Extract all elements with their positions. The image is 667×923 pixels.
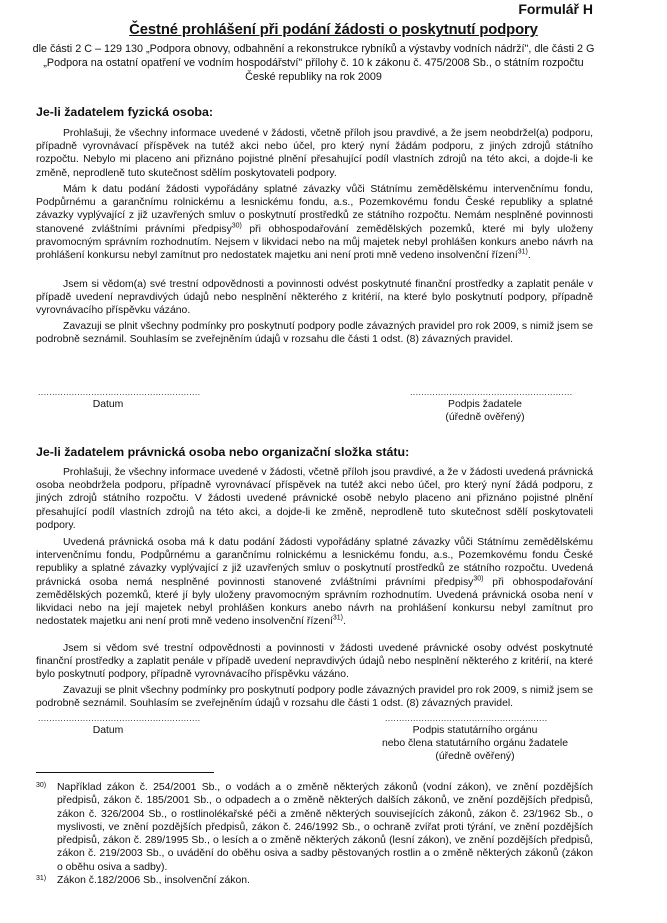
- section1-paragraph-1: Prohlašuji, že všechny informace uvedené v žádosti, včetně příloh jsou pravdivé, a že jsem neobdržel(a) podporu, případně vyrovnávací příspěvek na tutéž akci nebo účel, pro který nyní žádám podporu, z jiných zdrojů státního rozpočtu. Nebylo mi placeno ani přiznáno pojistné plnění přesahující podíl vlastních zdrojů na této akci, a dojde-li ke změně, neprodleně tuto skutečnost sdělím poskytovateli podpory.: [36, 128, 593, 179]
- section1-date-line: ..........................................................: [38, 387, 201, 397]
- section1-date-label: Datum: [92, 399, 124, 410]
- section2-p2-text-b: při obhospodařování zemědělských pozemků, které jí byly uloženy pravomocným správním rozhodnutím. Uvedená právnická osoba není v likvidaci nebo na její majetek nebyl prohlášen konkurs anebo návrh na prohlášení konkursu nebyl zamítnut pro nedostatek majetku ani není proti mně vedeno insolvenční řízení: [36, 576, 593, 628]
- section2-date-line: ..........................................................: [38, 713, 201, 723]
- footnote-ref-30: 30): [231, 222, 242, 230]
- section2-signature-line: ..........................................................: [385, 713, 548, 723]
- footnote-text: Zákon č.182/2006 Sb., insolvenční zákon.: [57, 875, 250, 886]
- section1-paragraph-4: Zavazuji se plnit všechny podmínky pro poskytnutí podpory podle závazných pravidel pro rok 2009, s nimiž jsem se podrobně seznámil. Souhlasím se zveřejněním údajů v rozsahu dle části 1 odst. (8) závazných pravidel.: [36, 321, 593, 346]
- section1-heading: Je-li žadatelem fyzická osoba:: [36, 105, 213, 119]
- section1-paragraph-3: Jsem si vědom(a) své trestní odpovědnosti a povinnosti odvést poskytnuté finanční prostředky a zaplatit penále v případě uvedení nepravdivých údajů nebo nesplnění některého z kritérií, na které bylo poskytnutí podpory, případně vyrovnávacího příspěvku vázáno.: [36, 279, 593, 317]
- section2-signature-label-2: nebo člena statutárního orgánu žadatele: [381, 738, 569, 749]
- form-label: Formulář H: [518, 1, 593, 17]
- footnote-text: Například zákon č. 254/2001 Sb., o vodách a o změně některých zákonů (vodní zákon), ve znění pozdějších předpisů, zákon č. 185/2001 Sb., o odpadech a o změně některých dalších zákonů, ve znění pozdějších předpisů, zákon č. 326/2004 Sb., o rostlinolékařské péči a změně některých souvisejících zákonů, zákon č. 23/1962 Sb., o myslivosti, ve znění pozdějších předpisů, zákon č. 246/1992 Sb., o ochraně zvířat proti týrání, ve znění pozdějších předpisů, zákon č. 289/1995 Sb., o lesích a o změně některých zákonů (lesní zákon), ve znění pozdějších předpisů, zákon č. 219/2003 Sb., o uvádění do oběhu osiva a sadby pěstovaných rostlin a o změně některých zákonů (zákon o oběhu osiva a sadby).: [57, 782, 593, 873]
- section1-p2-text-a: Mám k datu podání žádosti vypořádány splatné závazky vůči Státnímu zemědělskému intervenčnímu fondu, Podpůrnému a garančnímu rolnickému a lesnickému fondu, a.s., Pozemkovému fondu České republiky a splatné závazky vyplývající z již uzavřených smluv o poskytnutí prostředků ze státního rozpočtu. Nemám nesplněné povinnosti stanovené zvláštními právními předpisy: [36, 184, 593, 235]
- footnote-ref-31: 31): [332, 614, 344, 622]
- section2-heading: Je-li žadatelem právnická osoba nebo organizační složka státu:: [36, 445, 410, 459]
- section1-signature-note: (úředně ověřený): [445, 412, 525, 423]
- section1-p2-text-c: .: [527, 250, 531, 262]
- section2-date-label: Datum: [92, 725, 124, 736]
- footnote-30: [36, 781, 593, 874]
- section2-p2-text-c: .: [343, 616, 346, 628]
- section2-signature-label: Podpis statutárního orgánu: [412, 725, 538, 736]
- section2-p2-text-a: Uvedená právnická osoba má k datu podání žádosti vypořádány splatné závazky vůči Státnímu zemědělskému intervenčnímu fondu, Podpůrnému a garančnímu rolnickému a lesnickému fondu, a.s., Pozemkovému fondu České republiky a splatné závazky vyplývající z již uzavřených smluv o poskytnutí prostředků ze státního rozpočtu. Uvedená právnická osoba nemá nesplněné povinnosti stanovené zvláštními právními předpisy: [36, 537, 593, 588]
- document-subtitle: dle části 2 C – 129 130 „Podpora obnovy, odbahnění a rekonstrukce rybníků a výstavby vodních nádrží", dle části 2 G „Podpora na ostatní opatření ve vodním hospodářství" přílohy č. 10 k zákonu č. 475/2008 Sb., o státním rozpočtu České republiky na rok 2009: [32, 43, 595, 83]
- section2-signature-note: (úředně ověřený): [435, 751, 515, 762]
- footnote-mark: 30): [36, 782, 47, 789]
- section1-signature-label: Podpis žadatele: [448, 399, 522, 410]
- section1-p2-text-b: při obhospodařování zemědělských pozemků, které mi byly uloženy pravomocným správním rozhodnutím. Nejsem v likvidaci nebo na můj majetek nebyl prohlášen konkurs anebo návrh na prohlášení konkursu nebyl zamítnut pro nedostatek majetku ani není proti mně vedeno insolvenční řízení: [36, 223, 593, 262]
- section2-paragraph-3: Jsem si vědom své trestní odpovědnosti a povinnosti v žádosti uvedené právnické osoby odvést poskytnuté finanční prostředky a zaplatit penále v případě uvedení nepravdivých údajů nebo nesplnění některého z kritérií, na které bylo poskytnutí podpory, případně vyrovnávacího příspěvku vázáno.: [36, 643, 593, 681]
- section1-paragraph-2: [36, 183, 593, 262]
- section2-paragraph-1: Prohlašuji, že všechny informace uvedené v žádosti, včetně příloh jsou pravdivé, a že v žádosti uvedená právnická osoba neobdržela podporu, případně vyrovnávací příspěvek na tutéž akci nebo účel, pro který nyní žádá podporu, z jiných zdrojů státního rozpočtu. V žádosti uvedené právnické osobě nebylo placeno ani přiznáno pojistné plnění přesahující podíl vlastních zdrojů na této akci, a dojde-li ke změně, neprodleně tuto skutečnost sdělí poskytovateli podpory.: [36, 467, 593, 531]
- footnote-separator: [36, 772, 214, 773]
- section1-signature-line: ..........................................................: [410, 387, 573, 397]
- footnote-ref-30: 30): [473, 575, 484, 583]
- footnote-ref-31: 31): [517, 248, 528, 256]
- section2-paragraph-4: Zavazuji se plnit všechny podmínky pro poskytnutí podpory podle závazných pravidel pro rok 2009, s nimiž jsem se podrobně seznámil. Souhlasím se zveřejněním údajů v rozsahu dle části 1 odst. (8) závazných pravidel.: [36, 685, 593, 710]
- footnote-31: [36, 874, 593, 887]
- document-title: Čestné prohlášení při podání žádosti o poskytnutí podpory: [129, 22, 538, 38]
- footnote-mark: 31): [36, 875, 47, 882]
- section2-paragraph-2: [36, 536, 593, 628]
